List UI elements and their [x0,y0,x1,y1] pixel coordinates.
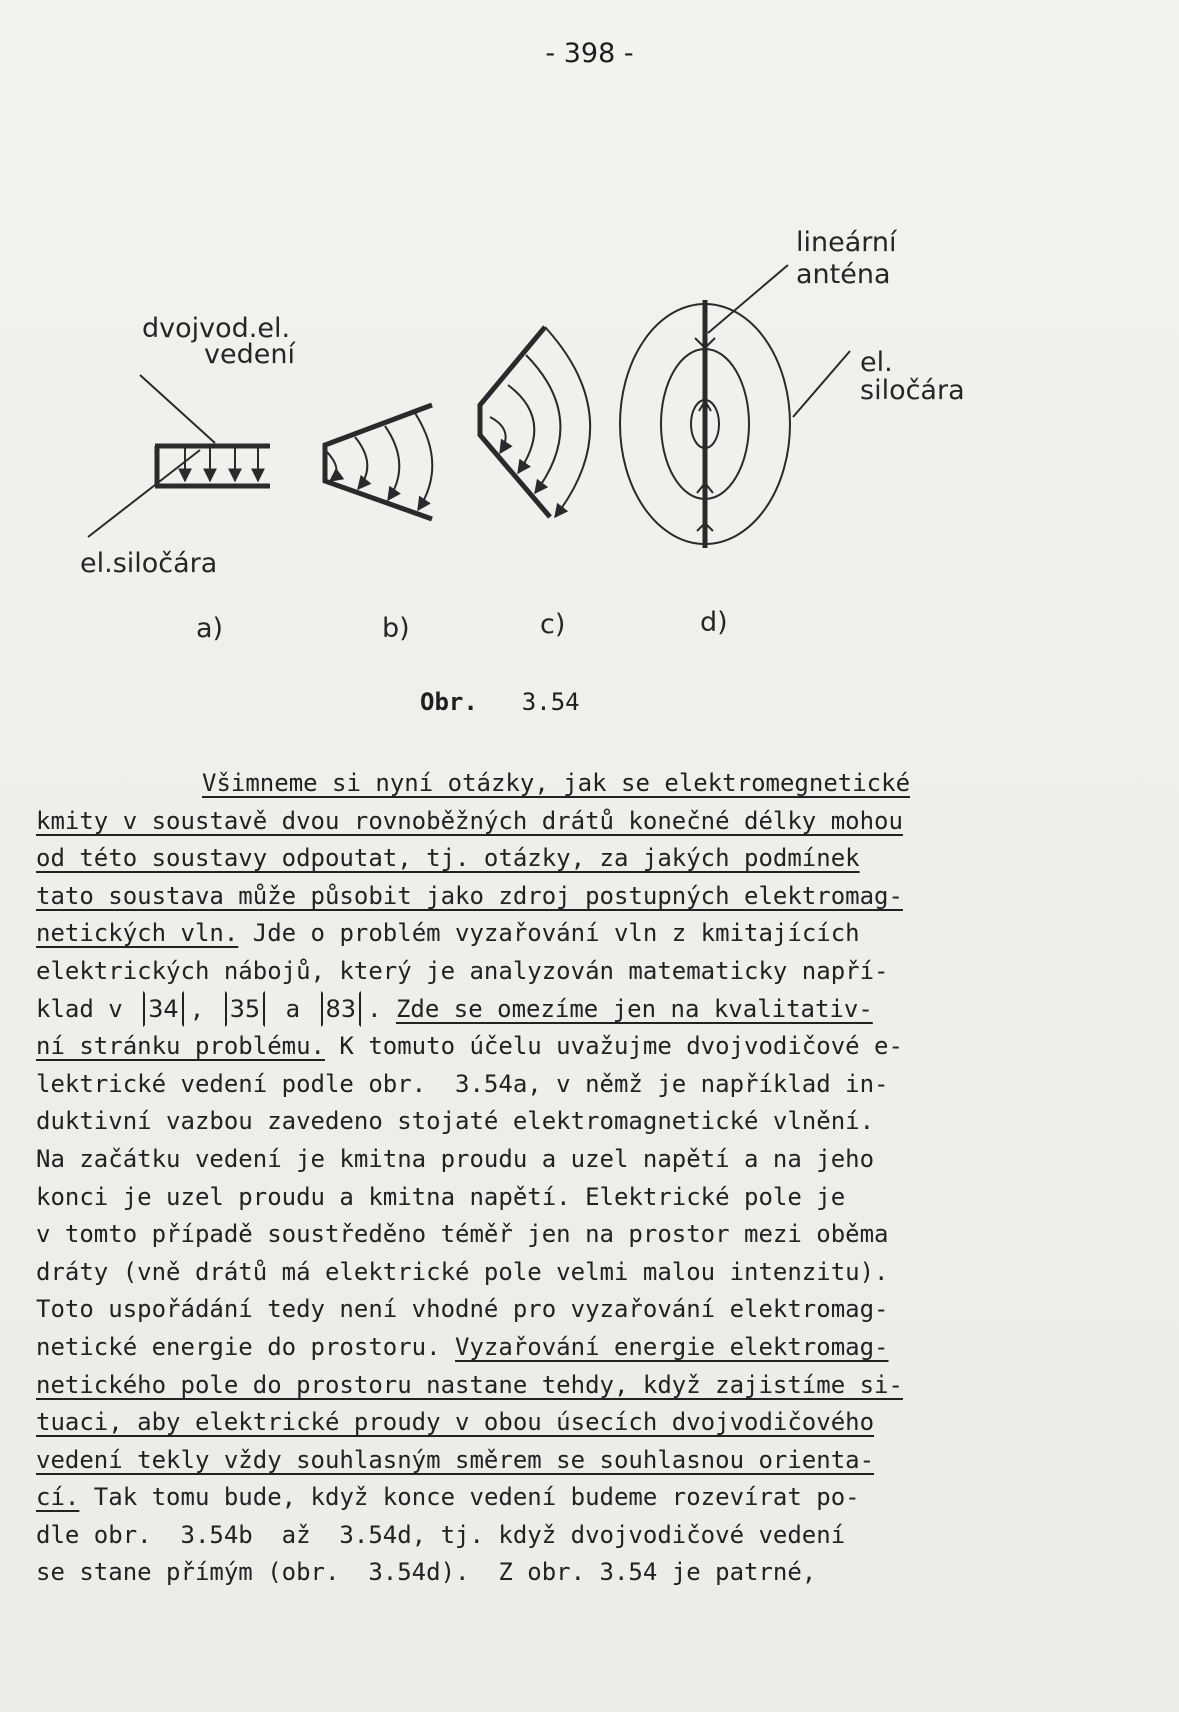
text-line [36,878,1076,916]
text-line [36,803,1076,841]
field-line [385,426,399,500]
plain-text: , [189,994,205,1023]
leader-line [140,375,215,443]
page-number: - 398 - [545,38,634,69]
opened-wires [325,405,432,519]
reference-34: 34 [143,991,184,1027]
label-field-line-d-cont: siločára [860,375,965,406]
text-line [36,1367,1076,1405]
diagram-b [325,405,432,519]
underlined-text: ní stránku problému. [36,1032,325,1061]
plain-text: dle obr. 3.54b až 3.54d, tj. když dvojvodičové vedení [36,1520,846,1549]
reference-83: 83 [321,991,362,1027]
body-text [36,765,1076,1592]
text-line [36,1329,1076,1367]
text-line [36,1141,1076,1179]
plain-text: K tomuto účelu uvažujme dvojvodičové e- [324,1032,903,1061]
underlined-text: netického pole do prostoru nastane tehdy, když zajistíme si- [36,1370,903,1399]
text-line [36,1216,1076,1254]
sublabel-c: c) [540,609,566,640]
plain-text: Na začátku vedení je kmitna proudu a uzel napětí a na jeho [36,1144,875,1173]
underlined-text: od této soustavy odpoutat, tj. otázky, za jakých podmínek [36,844,860,873]
text-line [36,915,1076,953]
underlined-text: Vyzařování energie elektromag- [455,1332,889,1361]
text-line [36,1554,1076,1592]
field-line [508,385,534,473]
text-line [36,840,1076,878]
plain-text: elektrických nábojů, který je analyzován matematicky napří- [36,956,889,985]
underlined-text: cí. [36,1483,80,1512]
figure-caption [420,688,580,716]
caption-number: 3.54 [521,688,580,716]
sublabel-a: a) [196,613,224,644]
underlined-text: Všimneme si nyní otázky, jak se elektromegnetické [202,769,911,797]
plain-text: konci je uzel proudu a kmitna napětí. Elektrické pole je [36,1182,846,1211]
field-line [526,355,560,493]
plain-text: duktivní vazbou zavedeno stojaté elektromagnetické vlnění. [36,1107,875,1136]
leader-line [88,450,200,537]
plain-text: dráty (vně drátů má elektrické pole velmi malou intenzitu). [36,1257,889,1286]
diagram-c [480,327,590,517]
field-line [415,413,432,510]
plain-text: Toto uspořádání tedy není vhodné pro vyzařování elektromag- [36,1295,889,1324]
sublabel-d: d) [700,607,728,638]
label-antenna-cont: anténa [796,259,891,290]
reference-35: 35 [225,991,266,1027]
text-line [36,1254,1076,1292]
plain-text: Jde o problém vyzařování vln z kmitajících [238,919,860,948]
text-line [36,1479,1076,1517]
text-line [36,1404,1076,1442]
sublabel-b: b) [382,613,410,644]
plain-text: klad v [36,994,123,1023]
figure-3-54 [60,227,1010,665]
leader-line [793,351,850,417]
label-field-line-a: el.siločára [80,548,218,579]
text-line [36,1103,1076,1141]
text-line [36,765,1076,803]
diagram-d [620,265,850,548]
label-two-wire-line: dvojvod.el. [142,313,291,344]
label-two-wire-line-cont: vedení [204,339,295,370]
text-line [36,1291,1076,1329]
underlined-text: kmity v soustavě dvou rovnoběžných drátů konečné délky mohou [36,806,903,835]
plain-text: a [285,994,301,1023]
caption-prefix: Obr. [420,688,478,716]
underlined-text: vedení tekly vždy souhlasným směrem se souhlasnou orienta- [36,1445,875,1474]
plain-text: netické energie do prostoru. [36,1332,456,1361]
text-line [36,1066,1076,1104]
underlined-text: Zde se omezíme jen na kvalitativ- [395,994,873,1023]
field-line [355,437,367,489]
plain-text: se stane přímým (obr. 3.54d). Z obr. 3.54 je patrné, [36,1558,817,1587]
figure-drawing [60,235,1010,665]
plain-text: . [367,994,382,1023]
text-line [36,1179,1076,1217]
plain-text: Tak tomu bude, když konce vedení budeme rozevírat po- [79,1483,860,1512]
underlined-text: tato soustava může působit jako zdroj postupných elektromag- [36,881,903,910]
label-field-line-d: el. [860,347,893,378]
underlined-text: tuaci, aby elektrické proudy v obou úsecích dvojvodičového [36,1408,875,1437]
plain-text: lektrické vedení podle obr. 3.54a, v němž je například in- [36,1069,889,1098]
text-line [36,1028,1076,1066]
field-line [545,327,590,517]
text-line [36,953,1076,991]
diagram-a [88,375,270,537]
text-line [36,991,1076,1029]
label-antenna: lineární [796,227,897,258]
text-line [36,1517,1076,1555]
leader-line [708,265,788,333]
plain-text: v tomto případě soustředěno téměř jen na prostor mezi oběma [36,1220,889,1249]
underlined-text: netických vln. [36,919,239,948]
text-line [36,1442,1076,1480]
